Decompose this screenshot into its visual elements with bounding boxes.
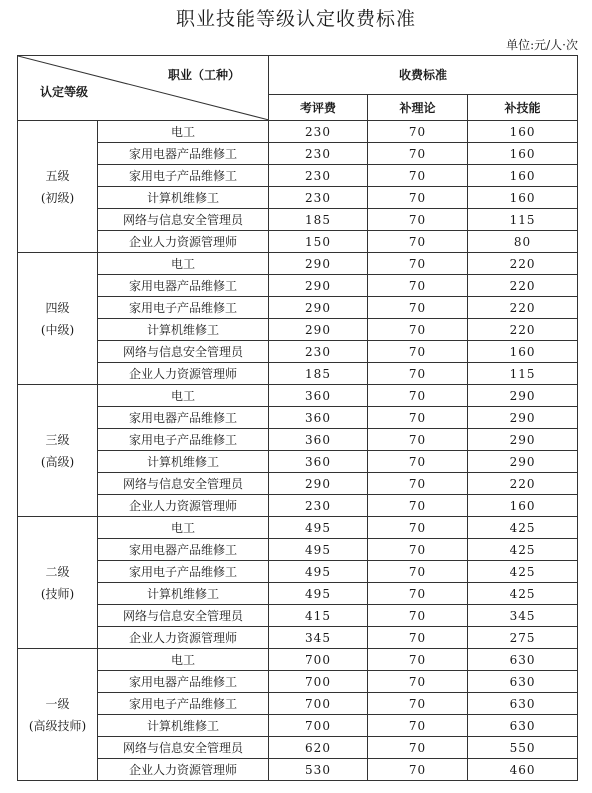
theory-fee-cell: 70	[368, 627, 468, 649]
theory-fee-cell: 70	[368, 143, 468, 165]
exam-fee-cell: 700	[269, 715, 368, 737]
occupation-cell: 家用电子产品维修工	[98, 561, 269, 583]
theory-fee-cell: 70	[368, 539, 468, 561]
skill-fee-cell: 275	[468, 627, 578, 649]
occupation-cell: 家用电器产品维修工	[98, 539, 269, 561]
theory-fee-cell: 70	[368, 319, 468, 341]
occupation-cell: 企业人力资源管理师	[98, 231, 269, 253]
skill-fee-cell: 160	[468, 121, 578, 143]
exam-fee-cell: 700	[269, 649, 368, 671]
exam-fee-cell: 360	[269, 407, 368, 429]
exam-fee-cell: 230	[269, 341, 368, 363]
theory-fee-cell: 70	[368, 385, 468, 407]
exam-fee-cell: 290	[269, 253, 368, 275]
exam-fee-cell: 360	[269, 429, 368, 451]
skill-fee-cell: 290	[468, 451, 578, 473]
theory-fee-cell: 70	[368, 429, 468, 451]
level-subtitle: (中级)	[40, 322, 75, 337]
skill-fee-cell: 160	[468, 165, 578, 187]
table-row	[18, 649, 578, 671]
theory-fee-cell: 70	[368, 297, 468, 319]
level-name: 二级	[45, 564, 70, 579]
skill-fee-cell: 630	[468, 715, 578, 737]
exam-fee-cell: 360	[269, 451, 368, 473]
table-row	[18, 407, 578, 429]
table-row	[18, 319, 578, 341]
corner-header-cell	[18, 56, 269, 121]
table-row	[18, 671, 578, 693]
theory-fee-cell: 70	[368, 165, 468, 187]
exam-fee-cell: 345	[269, 627, 368, 649]
table-row	[18, 297, 578, 319]
level-cell	[18, 253, 98, 385]
theory-fee-cell: 70	[368, 341, 468, 363]
skill-fee-cell: 220	[468, 473, 578, 495]
occupation-header: 职业（工种）	[167, 68, 240, 82]
level-subtitle: (高级)	[40, 454, 75, 469]
skill-fee-cell: 425	[468, 517, 578, 539]
skill-fee-cell: 345	[468, 605, 578, 627]
table-row	[18, 363, 578, 385]
occupation-cell: 计算机维修工	[98, 583, 269, 605]
occupation-cell: 家用电子产品维修工	[98, 297, 269, 319]
table-row	[18, 605, 578, 627]
level-name: 四级	[45, 300, 70, 315]
table-row	[18, 231, 578, 253]
table-row	[18, 385, 578, 407]
occupation-cell: 计算机维修工	[98, 319, 269, 341]
level-cell	[18, 649, 98, 781]
table-row	[18, 561, 578, 583]
table-row	[18, 473, 578, 495]
exam-fee-cell: 700	[269, 693, 368, 715]
exam-fee-cell: 290	[269, 297, 368, 319]
table-row	[18, 517, 578, 539]
skill-fee-cell: 290	[468, 407, 578, 429]
theory-fee-cell: 70	[368, 275, 468, 297]
table-row	[18, 165, 578, 187]
table-row	[18, 275, 578, 297]
theory-fee-header: 补理论	[368, 94, 468, 120]
exam-fee-header: 考评费	[269, 94, 368, 120]
occupation-cell: 网络与信息安全管理员	[98, 605, 269, 627]
skill-fee-cell: 425	[468, 561, 578, 583]
skill-fee-cell: 630	[468, 649, 578, 671]
theory-fee-cell: 70	[368, 715, 468, 737]
fee-table	[17, 55, 578, 781]
skill-fee-cell: 115	[468, 363, 578, 385]
skill-fee-cell: 630	[468, 693, 578, 715]
exam-fee-cell: 185	[269, 363, 368, 385]
theory-fee-cell: 70	[368, 605, 468, 627]
exam-fee-cell: 495	[269, 561, 368, 583]
exam-fee-cell: 415	[269, 605, 368, 627]
occupation-cell: 网络与信息安全管理员	[98, 341, 269, 363]
table-row	[18, 539, 578, 561]
occupation-cell: 电工	[98, 253, 269, 275]
table-row	[18, 583, 578, 605]
occupation-cell: 网络与信息安全管理员	[98, 737, 269, 759]
level-header: 认定等级	[40, 85, 89, 99]
exam-fee-cell: 230	[269, 121, 368, 143]
level-cell	[18, 121, 98, 253]
exam-fee-cell: 530	[269, 759, 368, 781]
theory-fee-cell: 70	[368, 583, 468, 605]
occupation-cell: 家用电器产品维修工	[98, 275, 269, 297]
skill-fee-cell: 460	[468, 759, 578, 781]
theory-fee-cell: 70	[368, 209, 468, 231]
table-row	[18, 253, 578, 275]
occupation-cell: 企业人力资源管理师	[98, 363, 269, 385]
occupation-cell: 计算机维修工	[98, 187, 269, 209]
table-row	[18, 341, 578, 363]
occupation-cell: 计算机维修工	[98, 715, 269, 737]
exam-fee-cell: 495	[269, 517, 368, 539]
exam-fee-cell: 230	[269, 143, 368, 165]
level-name: 一级	[45, 696, 70, 711]
exam-fee-cell: 290	[269, 319, 368, 341]
level-subtitle: (初级)	[40, 190, 75, 205]
occupation-cell: 电工	[98, 385, 269, 407]
skill-fee-cell: 220	[468, 253, 578, 275]
skill-fee-cell: 80	[468, 231, 578, 253]
occupation-cell: 网络与信息安全管理员	[98, 473, 269, 495]
exam-fee-cell: 360	[269, 385, 368, 407]
table-row	[18, 715, 578, 737]
exam-fee-cell: 620	[269, 737, 368, 759]
theory-fee-cell: 70	[368, 187, 468, 209]
table-row	[18, 187, 578, 209]
skill-fee-cell: 160	[468, 187, 578, 209]
table-row	[18, 429, 578, 451]
skill-fee-cell: 425	[468, 583, 578, 605]
exam-fee-cell: 495	[269, 583, 368, 605]
level-name: 五级	[45, 168, 70, 183]
theory-fee-cell: 70	[368, 649, 468, 671]
theory-fee-cell: 70	[368, 121, 468, 143]
occupation-cell: 企业人力资源管理师	[98, 627, 269, 649]
theory-fee-cell: 70	[368, 451, 468, 473]
skill-fee-cell: 160	[468, 143, 578, 165]
skill-fee-header: 补技能	[468, 94, 578, 120]
header-row	[18, 56, 578, 95]
table-row	[18, 693, 578, 715]
level-subtitle: (技师)	[40, 586, 75, 601]
unit-note: 单位:元/人·次	[506, 38, 578, 52]
theory-fee-cell: 70	[368, 363, 468, 385]
occupation-cell: 家用电器产品维修工	[98, 407, 269, 429]
theory-fee-cell: 70	[368, 495, 468, 517]
theory-fee-cell: 70	[368, 517, 468, 539]
theory-fee-cell: 70	[368, 737, 468, 759]
table-row	[18, 209, 578, 231]
occupation-cell: 家用电子产品维修工	[98, 165, 269, 187]
skill-fee-cell: 630	[468, 671, 578, 693]
level-subtitle: (高级技师)	[28, 718, 87, 733]
table-row	[18, 737, 578, 759]
table-row	[18, 121, 578, 143]
table-row	[18, 627, 578, 649]
occupation-cell: 企业人力资源管理师	[98, 759, 269, 781]
level-cell	[18, 385, 98, 517]
skill-fee-cell: 220	[468, 275, 578, 297]
skill-fee-cell: 220	[468, 319, 578, 341]
table-row	[18, 143, 578, 165]
table-row	[18, 451, 578, 473]
theory-fee-cell: 70	[368, 759, 468, 781]
level-cell	[18, 517, 98, 649]
theory-fee-cell: 70	[368, 561, 468, 583]
occupation-cell: 企业人力资源管理师	[98, 495, 269, 517]
theory-fee-cell: 70	[368, 407, 468, 429]
exam-fee-cell: 230	[269, 187, 368, 209]
occupation-cell: 家用电子产品维修工	[98, 693, 269, 715]
occupation-cell: 网络与信息安全管理员	[98, 209, 269, 231]
level-name: 三级	[45, 432, 70, 447]
skill-fee-cell: 290	[468, 429, 578, 451]
skill-fee-cell: 160	[468, 341, 578, 363]
exam-fee-cell: 185	[269, 209, 368, 231]
theory-fee-cell: 70	[368, 231, 468, 253]
theory-fee-cell: 70	[368, 253, 468, 275]
occupation-cell: 电工	[98, 517, 269, 539]
exam-fee-cell: 495	[269, 539, 368, 561]
occupation-cell: 家用电子产品维修工	[98, 429, 269, 451]
table-row	[18, 759, 578, 781]
theory-fee-cell: 70	[368, 671, 468, 693]
exam-fee-cell: 230	[269, 495, 368, 517]
occupation-cell: 电工	[98, 121, 269, 143]
skill-fee-cell: 425	[468, 539, 578, 561]
skill-fee-cell: 220	[468, 297, 578, 319]
theory-fee-cell: 70	[368, 473, 468, 495]
occupation-cell: 家用电器产品维修工	[98, 671, 269, 693]
table-row	[18, 495, 578, 517]
page-title: 职业技能等级认定收费标准	[175, 8, 416, 30]
skill-fee-cell: 115	[468, 209, 578, 231]
skill-fee-cell: 550	[468, 737, 578, 759]
occupation-cell: 计算机维修工	[98, 451, 269, 473]
fee-standard-header: 收费标准	[269, 56, 578, 95]
exam-fee-cell: 150	[269, 231, 368, 253]
exam-fee-cell: 700	[269, 671, 368, 693]
skill-fee-cell: 160	[468, 495, 578, 517]
exam-fee-cell: 290	[269, 275, 368, 297]
exam-fee-cell: 290	[269, 473, 368, 495]
occupation-cell: 电工	[98, 649, 269, 671]
theory-fee-cell: 70	[368, 693, 468, 715]
skill-fee-cell: 290	[468, 385, 578, 407]
occupation-cell: 家用电器产品维修工	[98, 143, 269, 165]
exam-fee-cell: 230	[269, 165, 368, 187]
